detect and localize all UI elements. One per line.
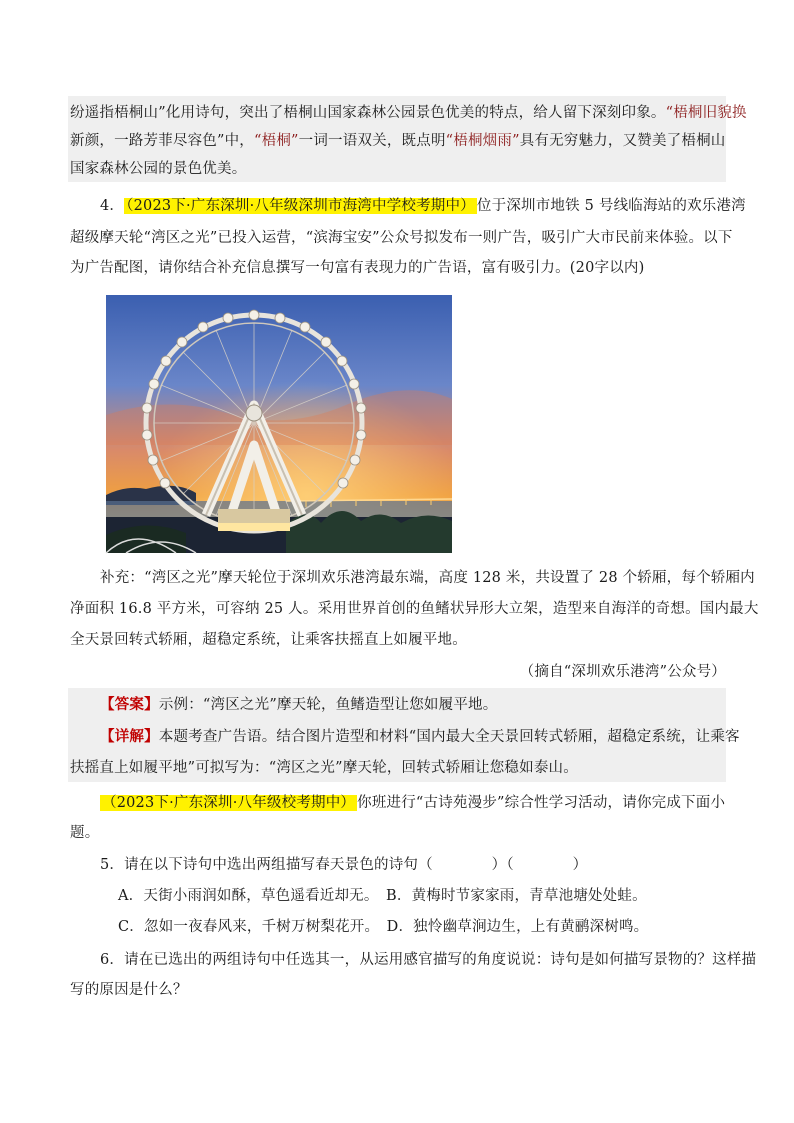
question-4-line-3: 为广告配图，请你结合补充信息撰写一句富有表现力的广告语，富有吸引力。(20字以内) <box>70 260 645 276</box>
question-5-stem: 5．请在以下诗句中选出两组描写春天景色的诗句（ ）（ ） <box>100 857 588 873</box>
ferris-wheel-photo <box>106 295 452 553</box>
question-6-line-1: 6．请在已选出的两组诗句中任选其一，从运用感官描写的角度说说：诗句是如何描写景物的？这样描 <box>100 952 757 968</box>
answer-tag: 【答案】 <box>100 696 159 713</box>
detail-line-1: 【详解】本题考查广告语。结合图片造型和材料“国内最大全天景回转式轿厢，超稳定系统，让乘客 <box>100 728 740 745</box>
question-4-line-1: 4． （2023下·广东深圳·八年级深圳市海湾中学校考期中） 位于深圳市地铁 5 号线临海站的欢乐港湾 <box>100 198 746 214</box>
group-intro-line-1: （2023下·广东深圳·八年级校考期中） 你班进行“古诗苑漫步”综合性学习活动，请你完成下面小 <box>102 795 726 811</box>
question-6-line-2: 写的原因是什么？ <box>70 982 188 998</box>
detail-tag: 【详解】 <box>100 728 159 745</box>
prev-answer-line-1: 纷遥指梧桐山”化用诗句，突出了梧桐山国家森林公园景色优美的特点，给人留下深刻印象。“梧桐旧貌换 <box>70 105 747 121</box>
prev-answer-line-3: 国家森林公园的景色优美。 <box>70 161 247 177</box>
supplement-line-3: 全天景回转式轿厢，超稳定系统，让乘客扶摇直上如履平地。 <box>70 632 467 648</box>
question-4-line-2: 超级摩天轮“湾区之光”已投入运营，“滨海宝安”公众号拟发布一则广告，吸引广大市民前来体验。以下 <box>70 230 733 246</box>
supplement-line-1: 补充：“湾区之光”摩天轮位于深圳欢乐港湾最东端，高度 128 米，共设置了 28 个轿厢，每个轿厢内 <box>100 570 755 586</box>
question-4-source: （2023下·广东深圳·八年级深圳市海湾中学校考期中） <box>126 198 475 214</box>
supplement-line-2: 净面积 16.8 平方米，可容纳 25 人。采用世界首创的鱼鳍状异形大立架，造型来自海洋的奇想。国内最大 <box>70 601 759 617</box>
prev-answer-line-2: 新颜，一路芳菲尽容色”中，“梧桐”一词一语双关，既点明“梧桐烟雨”具有无穷魅力，又赞美了梧桐山 <box>70 133 726 149</box>
supplement-source: （摘自“深圳欢乐港湾”公众号） <box>519 664 726 680</box>
answer-4-line: 【答案】示例：“湾区之光”摩天轮，鱼鳍造型让您如履平地。 <box>100 696 498 713</box>
question-5-options-cd: C．忽如一夜春风来，千树万树梨花开。 D．独怜幽草涧边生，上有黄鹂深树鸣。 <box>118 919 649 935</box>
detail-line-2: 扶摇直上如履平地”可拟写为：“湾区之光”摩天轮，回转式轿厢让您稳如泰山。 <box>70 760 578 776</box>
question-5-options-ab: A．天街小雨润如酥，草色遥看近却无。 B．黄梅时节家家雨，青草池塘处处蛙。 <box>118 888 647 904</box>
group-source: （2023下·广东深圳·八年级校考期中） <box>102 795 356 811</box>
group-intro-line-2: 题。 <box>70 825 100 841</box>
